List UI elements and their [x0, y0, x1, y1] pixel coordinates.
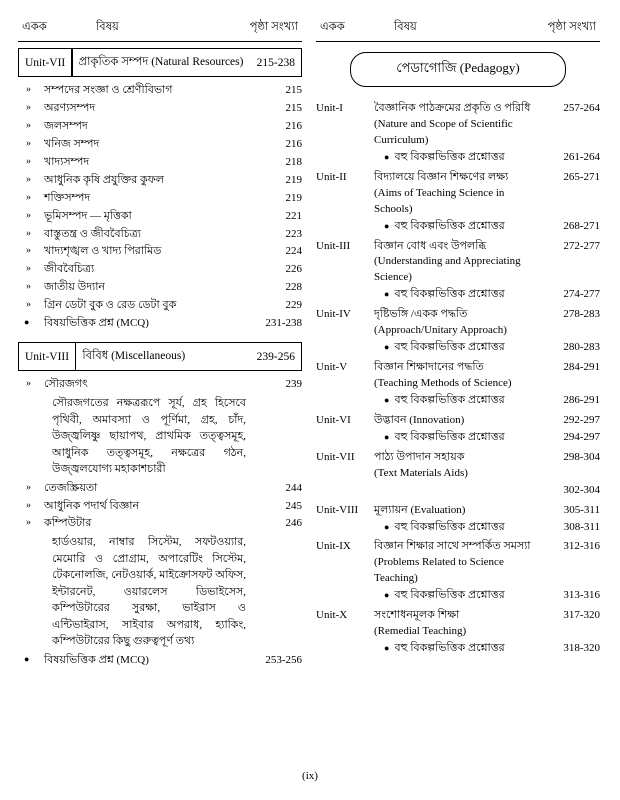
entry-text: বিষয়ভিত্তিক প্রশ্ন (MCQ)	[44, 653, 149, 666]
right-column-header	[316, 18, 600, 41]
pedagogy-subrow	[316, 393, 600, 409]
pedagogy-subrow	[316, 430, 600, 446]
entry-page: 298-304	[563, 450, 600, 463]
entry-page: 246	[285, 517, 302, 530]
entry-page: 218	[285, 155, 302, 168]
entry-text: খাদ্যশৃঙ্খল ও খাদ্য পিরামিড	[44, 245, 162, 258]
list-item	[18, 155, 302, 171]
pedagogy-row	[316, 539, 600, 587]
entry-text: শক্তিসম্পদ	[44, 191, 91, 204]
list-item	[18, 209, 302, 225]
list-item	[18, 280, 302, 296]
unit-title: বিবিধ (Miscellaneous)	[82, 350, 186, 363]
subentry-page: 274-277	[563, 288, 600, 301]
entry-text-en: (Remedial Teaching)	[374, 625, 467, 638]
arrow-icon: »	[26, 517, 31, 529]
entry-page: 312-316	[563, 540, 600, 553]
subentry-page: 268-271	[563, 219, 600, 232]
unit-number: Unit-X	[316, 609, 348, 622]
header-page-label: পৃষ্ঠা সংখ্যা	[547, 21, 596, 33]
subentry-page: 286-291	[563, 393, 600, 406]
arrow-icon: »	[26, 499, 31, 511]
entry-text	[374, 539, 546, 587]
pedagogy-row	[316, 608, 600, 640]
unit-number: Unit-VIII	[316, 503, 359, 516]
subentry-text: বহু বিকল্পভিত্তিক প্রশ্নোত্তর	[394, 341, 505, 354]
entry-text	[374, 307, 546, 339]
header-unit-label: একক	[320, 21, 345, 33]
entry-text-en: (Approach/Unitary Approach)	[374, 324, 507, 337]
entry-text: খাদ্যসম্পদ	[44, 155, 90, 168]
pedagogy-subrow	[316, 340, 600, 356]
unit-title-box	[18, 342, 302, 371]
entry-page: 253-256	[265, 653, 302, 666]
entry-text: জলসম্পদ	[44, 119, 88, 132]
list-item	[18, 101, 302, 117]
entry-page: 223	[285, 227, 302, 240]
arrow-icon: »	[26, 263, 31, 275]
unit-number: Unit-VII	[316, 450, 355, 463]
unit-box-divider	[75, 343, 76, 370]
entry-text-bn: সংশোধনমূলক শিক্ষা	[374, 609, 460, 622]
entry-text: বিষয়ভিত্তিক প্রশ্ন (MCQ)	[44, 317, 149, 330]
entry-text: অরণ্যসম্পদ	[44, 101, 96, 114]
entry-text: সৌরজগৎ	[44, 378, 88, 391]
pedagogy-row	[316, 413, 600, 429]
bullet-icon: ●	[384, 394, 390, 405]
entry-text	[374, 360, 546, 392]
subentry-page: 308-311	[563, 520, 600, 533]
right-column	[316, 18, 600, 657]
unit-number: Unit-VI	[316, 413, 351, 426]
bullet-icon: ●	[384, 342, 390, 353]
pedagogy-subrow	[316, 520, 600, 536]
arrow-icon: »	[26, 173, 31, 185]
subentry-text: বহু বিকল্পভিত্তিক প্রশ্নোত্তর	[394, 430, 505, 443]
pedagogy-row	[316, 170, 600, 218]
entry-text-bn: বিজ্ঞান শিক্ষাদানের পদ্ধতি	[374, 361, 484, 374]
arrow-icon: »	[26, 227, 31, 239]
entry-text-bn: মূল্যায়ন (Evaluation)	[374, 503, 466, 516]
header-topic-label: বিষয়	[96, 21, 119, 33]
entry-page: 292-297	[563, 413, 600, 426]
arrow-icon: »	[26, 245, 31, 257]
arrow-icon: »	[26, 209, 31, 221]
list-item	[18, 173, 302, 189]
bullet-icon: ●	[384, 151, 390, 162]
arrow-icon: »	[26, 137, 31, 149]
list-item	[18, 516, 302, 532]
entry-text-bn: বৈজ্ঞানিক পাঠক্রমের প্রকৃতি ও পরিধি	[374, 102, 531, 114]
entry-text	[374, 170, 546, 218]
pedagogy-subrow	[316, 287, 600, 303]
pedagogy-subrow	[316, 641, 600, 657]
entry-text-bn: দৃষ্টিভঙ্গি /একক পদ্ধতি	[374, 308, 468, 321]
entry-text	[374, 450, 546, 482]
subentry-text: বহু বিকল্পভিত্তিক প্রশ্নোত্তর	[394, 219, 505, 232]
subentry-text: বহু বিকল্পভিত্তিক প্রশ্নোত্তর	[394, 288, 505, 301]
entry-page: 224	[285, 245, 302, 258]
entry-text: আধুনিক পদার্থ বিজ্ঞান	[44, 499, 140, 512]
entry-page: 219	[285, 173, 302, 186]
subentry-page: 302-304	[563, 483, 600, 496]
subentry-text: বহু বিকল্পভিত্তিক প্রশ্নোত্তর	[394, 642, 505, 655]
entry-text-en: (Text Materials Aids)	[374, 466, 468, 479]
entry-page: 216	[285, 119, 302, 132]
bullet-icon: ●	[384, 431, 390, 442]
entry-text-bn: উদ্ভাবন (Innovation)	[374, 413, 465, 426]
arrow-icon: »	[26, 281, 31, 293]
entry-text-bn: বিজ্ঞান শিক্ষার সাথে সম্পর্কিত সমস্যা	[374, 540, 531, 553]
entry-text	[374, 503, 546, 519]
arrow-icon: »	[26, 378, 31, 390]
entry-text: খনিজ সম্পদ	[44, 137, 100, 150]
entry-text-en: (Aims of Teaching Science in Schools)	[374, 186, 505, 215]
list-item	[18, 119, 302, 135]
entry-page: 239	[285, 378, 302, 391]
unit-page-range: 239-256	[256, 350, 295, 363]
unit-number: Unit-II	[316, 170, 347, 183]
subentry-page: 280-283	[563, 341, 600, 354]
bullet-icon: ●	[384, 590, 390, 601]
subentry-page: 294-297	[563, 430, 600, 443]
unit-number: Unit-VII	[25, 56, 66, 69]
entry-text	[374, 101, 546, 149]
unit-number: Unit-I	[316, 102, 343, 114]
entry-text: তেজস্ক্রিয়তা	[44, 481, 98, 494]
unit-page-range: 215-238	[256, 56, 295, 69]
pedagogy-subrow	[316, 150, 600, 166]
entry-page: 317-320	[563, 609, 600, 622]
arrow-icon: »	[26, 155, 31, 167]
entry-page: 215	[285, 101, 302, 114]
unit-number: Unit-III	[316, 239, 351, 252]
pedagogy-row	[316, 307, 600, 339]
bullet-icon: ●	[24, 317, 30, 328]
header-unit-label: একক	[22, 21, 47, 33]
list-item	[18, 377, 302, 393]
list-item-mcq	[18, 316, 302, 332]
entry-subtext: সৌরজগতের নক্ষত্ররূপে সূর্য, গ্রহ হিসেবে পৃথিবী, অমাবস্যা ও পূর্ণিমা, গ্রহ, চাঁদ, উজ্জ্বলিষ্ণু ছায়াপথ, প্রাথমিক তত্ত্বসমূহ, আধুনিক তত্ত্বসমূহ, নক্ষত্রের গঠন, উজ্জ্বলযোগ্য মহাকাশচারী	[52, 397, 246, 476]
entry-text-en: (Nature and Scope of Scientific Curriculum)	[374, 117, 513, 146]
subentry-text: বহু বিকল্পভিত্তিক প্রশ্নোত্তর	[394, 150, 505, 163]
entry-text: গ্রিন ডেটা বুক ও রেড ডেটা বুক	[44, 299, 177, 312]
unit-box-divider	[71, 49, 72, 76]
header-divider	[18, 41, 302, 42]
entry-text-bn: বিজ্ঞান বোধ এবং উপলব্ধি	[374, 239, 487, 252]
list-item	[18, 227, 302, 243]
pedagogy-row	[316, 239, 600, 287]
entry-text: সম্পদের সংজ্ঞা ও শ্রেণীবিভাগ	[44, 84, 173, 96]
list-item	[18, 83, 302, 99]
subentry-text: বহু বিকল্পভিত্তিক প্রশ্নোত্তর	[394, 520, 505, 533]
pedagogy-subrow	[316, 483, 600, 499]
pedagogy-row	[316, 450, 600, 482]
header-divider	[316, 41, 600, 42]
entry-page: 305-311	[563, 503, 600, 516]
arrow-icon: »	[26, 101, 31, 113]
arrow-icon: »	[26, 481, 31, 493]
left-column	[18, 18, 302, 671]
bullet-icon: ●	[384, 521, 390, 532]
bullet-icon: ●	[384, 220, 390, 231]
entry-text-en: (Teaching Methods of Science)	[374, 377, 512, 389]
list-item	[18, 244, 302, 260]
list-item	[18, 262, 302, 278]
entry-page: 244	[285, 481, 302, 494]
entry-subtext: হার্ডওয়ার, নাম্বার সিস্টেম, সফটওয়্যার, মেমোরি ও প্রোগ্রাম, অপারেটিং সিস্টেম, টেকনোলজি, নেটওয়ার্ক, মাইক্রোসফট অফিস, ইন্টারনেট, ওয়ারলেস ডিভাইসেস, কম্পিউটারের সুরক্ষা, ভাইরাস ও এন্টিভাইরাস, সাইবার অপরাধ, হ্যাকিং, কম্পিউটারের কিছু গুরুত্বপূর্ণ তথ্য	[52, 536, 246, 648]
pedagogy-subrow	[316, 588, 600, 604]
entry-page: 245	[285, 499, 302, 512]
list-item-mcq	[18, 653, 302, 669]
entry-page: 229	[285, 299, 302, 312]
unit-title-box	[18, 48, 302, 77]
two-column-layout	[18, 18, 602, 738]
subentry-page: 261-264	[563, 150, 600, 163]
header-page-label: পৃষ্ঠা সংখ্যা	[249, 21, 298, 33]
unit-number: Unit-IX	[316, 540, 351, 553]
list-item	[18, 137, 302, 153]
subentry-page: 313-316	[563, 589, 600, 602]
unit-number: Unit-IV	[316, 308, 351, 321]
list-item	[18, 191, 302, 207]
subentry-text: বহু বিকল্পভিত্তিক প্রশ্নোত্তর	[394, 589, 505, 602]
arrow-icon: »	[26, 299, 31, 311]
entry-text: কম্পিউটার	[44, 517, 92, 530]
entry-page: 215	[285, 84, 302, 96]
entry-text-bn: বিদ্যালয়ে বিজ্ঞান শিক্ষণের লক্ষ্য	[374, 170, 509, 183]
entry-page: 231-238	[265, 317, 302, 330]
entry-text	[374, 608, 546, 640]
header-topic-label: বিষয়	[394, 21, 417, 33]
entry-text-bn: পাঠ্য উপাদান সহায়ক	[374, 450, 465, 463]
entry-text-en: (Problems Related to Science Teaching)	[374, 556, 504, 585]
entry-text	[374, 413, 546, 429]
entry-text: বাস্তুতন্ত্র ও জীববৈচিত্র্য	[44, 227, 141, 240]
list-item	[18, 298, 302, 314]
arrow-icon: »	[26, 191, 31, 203]
unit-number: Unit-VIII	[25, 350, 70, 363]
pedagogy-row	[316, 101, 600, 149]
entry-text: আধুনিক কৃষি প্রযুক্তির কুফল	[44, 173, 164, 186]
entry-text: ভূমিসম্পদ — মৃত্তিকা	[44, 209, 132, 222]
entry-page: 284-291	[563, 361, 600, 374]
unit-number: Unit-V	[316, 361, 348, 374]
entry-text: জীববৈচিত্র্য	[44, 263, 95, 276]
entry-page: 278-283	[563, 308, 600, 321]
entry-text	[374, 239, 546, 287]
pedagogy-section-title: পেডাগোজি (Pedagogy)	[350, 52, 566, 87]
entry-page: 221	[285, 209, 302, 222]
entry-page: 228	[285, 281, 302, 294]
subentry-page: 318-320	[563, 642, 600, 655]
arrow-icon: »	[26, 119, 31, 131]
unit-title: প্রাকৃতিক সম্পদ (Natural Resources)	[78, 56, 244, 68]
entry-page: 216	[285, 137, 302, 150]
list-item	[18, 481, 302, 497]
arrow-icon: »	[26, 84, 31, 95]
pedagogy-row	[316, 503, 600, 519]
left-column-header	[18, 18, 302, 41]
bullet-icon: ●	[24, 653, 30, 664]
entry-page: 226	[285, 263, 302, 276]
entry-text-en: (Understanding and Appreciating Science)	[374, 255, 521, 284]
entry-page: 265-271	[563, 170, 600, 183]
pedagogy-row	[316, 360, 600, 392]
entry-text: জাতীয় উদ্যান	[44, 281, 105, 294]
entry-page: 257-264	[563, 102, 600, 114]
bullet-icon: ●	[384, 289, 390, 300]
page-number: (ix)	[302, 770, 318, 782]
list-item	[18, 499, 302, 515]
entry-page: 219	[285, 191, 302, 204]
subentry-text: বহু বিকল্পভিত্তিক প্রশ্নোত্তর	[394, 393, 505, 406]
bullet-icon: ●	[384, 643, 390, 654]
pedagogy-subrow	[316, 219, 600, 235]
entry-page: 272-277	[563, 239, 600, 252]
